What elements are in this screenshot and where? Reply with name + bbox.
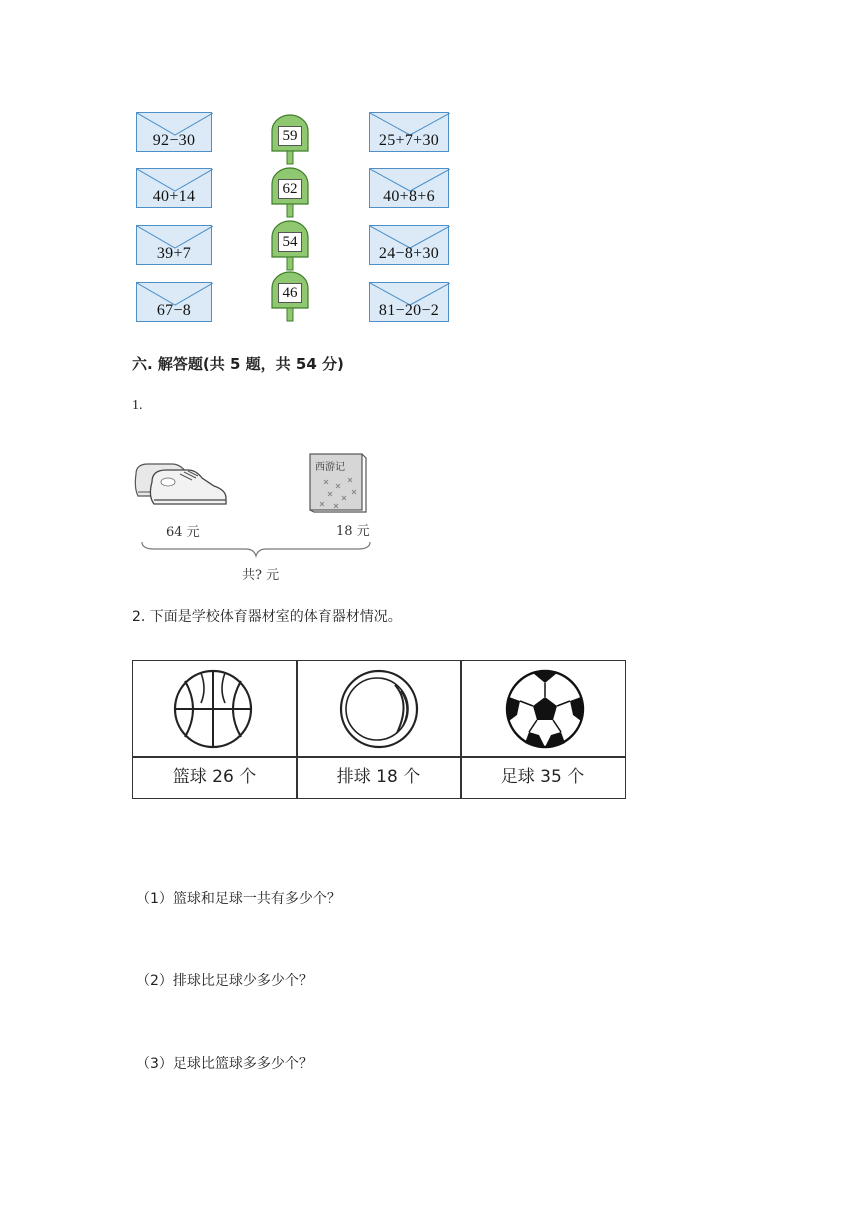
envelope-expression: 81−20−2 xyxy=(378,302,440,319)
mailbox-4 xyxy=(270,270,310,322)
sub-question-2: （2）排球比足球少多少个？ xyxy=(136,973,313,989)
sub-question-3: （3）足球比篮球多多少个？ xyxy=(136,1056,313,1072)
total-label: 共? 元 xyxy=(242,568,280,583)
envelope-expression: 39+7 xyxy=(156,245,192,262)
soccer-ball-count: 足球 35 个 xyxy=(500,767,585,787)
envelope-right-4 xyxy=(369,282,449,322)
question-2-intro: 2. 下面是学校体育器材室的体育器材情况。 xyxy=(132,609,402,625)
envelope-right-2 xyxy=(369,168,449,208)
shoes-price: 64 元 xyxy=(166,525,200,540)
volleyball-count: 排球 18 个 xyxy=(336,767,421,787)
book-price: 18 元 xyxy=(336,524,370,539)
envelope-expression: 92−30 xyxy=(152,132,196,149)
mailbox-number: 54 xyxy=(278,232,302,252)
section-title: 六. 解答题(共 5 题，共 54 分) xyxy=(132,355,344,373)
shoes-icon xyxy=(132,458,228,514)
sub-question-1: （1）篮球和足球一共有多少个？ xyxy=(136,891,341,907)
envelope-left-3 xyxy=(136,225,212,265)
question-1-number: 1. xyxy=(132,398,143,413)
mailbox-number: 59 xyxy=(278,126,302,146)
mailbox-number: 46 xyxy=(278,283,302,303)
envelope-left-1 xyxy=(136,112,212,152)
volleyball-icon xyxy=(337,669,421,749)
basketball-count: 篮球 26 个 xyxy=(172,767,257,787)
envelope-expression: 24−8+30 xyxy=(378,245,440,262)
envelope-right-3 xyxy=(369,225,449,265)
envelope-expression: 67−8 xyxy=(156,302,192,319)
envelope-right-1 xyxy=(369,112,449,152)
mailbox-2 xyxy=(270,166,310,218)
envelope-expression: 40+8+6 xyxy=(383,188,435,205)
total-brace-icon xyxy=(140,540,372,558)
envelope-expression: 25+7+30 xyxy=(378,132,440,149)
book-image xyxy=(306,452,368,514)
book-title: 西游记 xyxy=(315,462,345,473)
envelope-left-4 xyxy=(136,282,212,322)
equipment-table xyxy=(132,660,626,799)
mailbox-1 xyxy=(270,113,310,165)
mailbox-3 xyxy=(270,219,310,271)
mailbox-number: 62 xyxy=(278,179,302,199)
envelope-expression: 40+14 xyxy=(152,188,196,205)
soccer-ball-icon xyxy=(503,669,587,749)
envelope-left-2 xyxy=(136,168,212,208)
basketball-icon xyxy=(171,669,255,749)
